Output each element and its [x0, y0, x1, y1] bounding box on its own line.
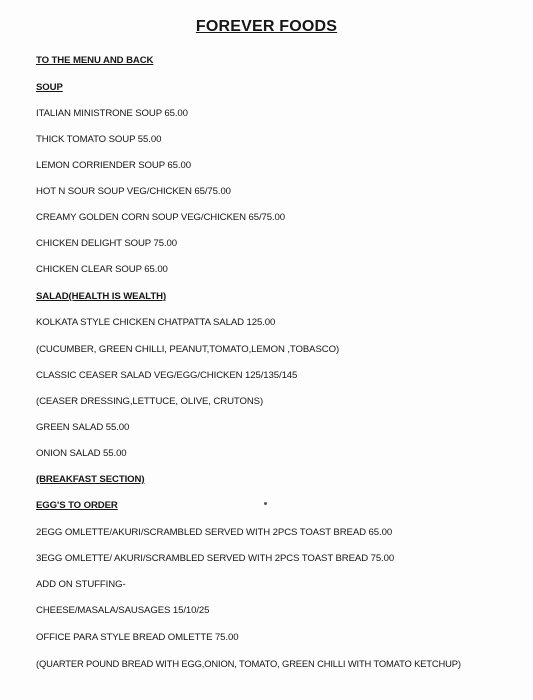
menu-line-21: CHEESE/MASALA/SAUSAGES 15/10/25: [36, 605, 210, 616]
menu-line-7: CHICKEN DELIGHT SOUP 75.00: [36, 238, 178, 249]
menu-title: FOREVER FOODS: [195, 18, 338, 35]
menu-line-23: (QUARTER POUND BREAD WITH EGG,ONION, TOMATO, GREEN CHILLI WITH TOMATO KETCHUP): [36, 658, 461, 669]
menu-line-11: (CUCUMBER, GREEN CHILLI, PEANUT,TOMATO,LEMON ,TOBASCO): [36, 344, 340, 355]
menu-line-16: (BREAKFAST SECTION): [36, 474, 145, 485]
menu-line-6: CREAMY GOLDEN CORN SOUP VEG/CHICKEN 65/75.00: [36, 212, 286, 223]
menu-line-18: 2EGG OMLETTE/AKURI/SCRAMBLED SERVED WITH 2PCS TOAST BREAD 65.00: [36, 527, 393, 538]
menu-line-22: OFFICE PARA STYLE BREAD OMLETTE 75.00: [36, 632, 239, 643]
menu-line-12: CLASSIC CEASER SALAD VEG/EGG/CHICKEN 125/135/145: [36, 370, 298, 381]
menu-line-9: SALAD(HEALTH IS WEALTH): [36, 291, 167, 302]
menu-line-3: THICK TOMATO SOUP 55.00: [36, 134, 162, 145]
menu-line-20: ADD ON STUFFING-: [36, 579, 126, 590]
ink-dot: [264, 502, 267, 505]
menu-line-15: ONION SALAD 55.00: [36, 448, 127, 459]
menu-line-10: KOLKATA STYLE CHICKEN CHATPATTA SALAD 125.00: [36, 317, 276, 328]
menu-line-1: SOUP: [36, 82, 63, 93]
menu-line-5: HOT N SOUR SOUP VEG/CHICKEN 65/75.00: [36, 186, 231, 197]
menu-line-19: 3EGG OMLETTE/ AKURI/SCRAMBLED SERVED WITH 2PCS TOAST BREAD 75.00: [36, 553, 395, 564]
menu-line-13: (CEASER DRESSING,LETTUCE, OLIVE, CRUTONS): [36, 396, 264, 407]
menu-line-4: LEMON CORRIENDER SOUP 65.00: [36, 160, 191, 171]
menu-line-2: ITALIAN MINISTRONE SOUP 65.00: [36, 108, 188, 119]
menu-line-17: EGG'S TO ORDER: [36, 500, 118, 511]
menu-line-14: GREEN SALAD 55.00: [36, 422, 130, 433]
menu-line-8: CHICKEN CLEAR SOUP 65.00: [36, 264, 168, 275]
menu-line-0: TO THE MENU AND BACK: [36, 55, 154, 66]
